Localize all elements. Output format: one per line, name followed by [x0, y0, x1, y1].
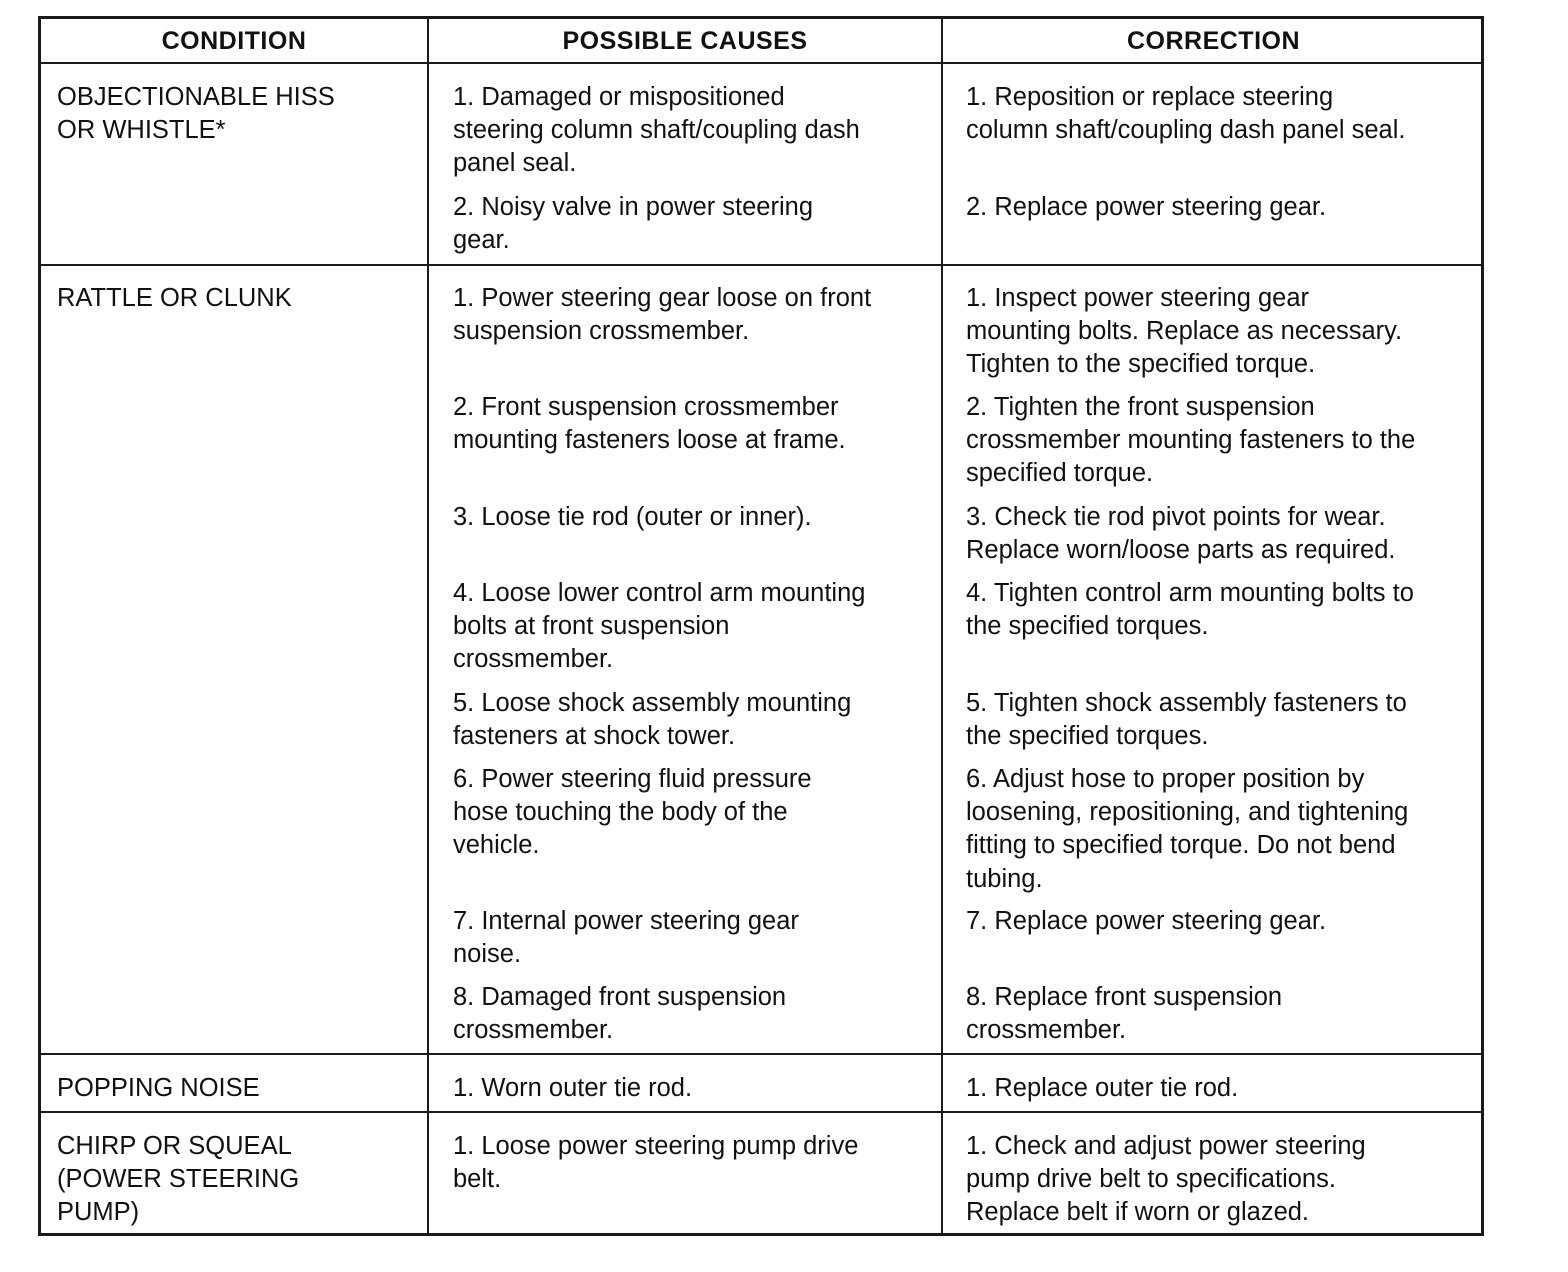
condition-cell: RATTLE OR CLUNK: [57, 284, 292, 312]
condition-cell: POPPING NOISE: [57, 1074, 260, 1102]
correction-cell: 1. Check and adjust power steering pump drive belt to specifications. Replace belt if worn or glazed.: [966, 1132, 1366, 1227]
correction-cell: 2. Replace power steering gear.: [966, 193, 1327, 221]
cause-cell: 1. Loose power steering pump drive belt.: [453, 1132, 859, 1194]
diagnosis-table: [38, 16, 1484, 1236]
correction-cell: 5. Tighten shock assembly fasteners to the specified torques.: [966, 689, 1407, 751]
cause-cell: 2. Front suspension crossmember mounting fasteners loose at frame.: [453, 393, 846, 455]
correction-cell: 3. Check tie rod pivot points for wear. Replace worn/loose parts as required.: [966, 503, 1396, 565]
correction-cell: 2. Tighten the front suspension crossmember mounting fasteners to the specified torque.: [966, 393, 1416, 488]
cause-cell: 1. Power steering gear loose on front suspension crossmember.: [453, 284, 872, 346]
header-condition: CONDITION: [161, 26, 307, 55]
correction-cell: 4. Tighten control arm mounting bolts to the specified torques.: [966, 579, 1414, 641]
correction-cell: 8. Replace front suspension crossmember.: [966, 983, 1283, 1045]
correction-cell: 7. Replace power steering gear.: [966, 907, 1327, 935]
cause-cell: 5. Loose shock assembly mounting fasteners at shock tower.: [453, 689, 852, 751]
correction-cell: 1. Reposition or replace steering column shaft/coupling dash panel seal.: [966, 83, 1406, 145]
cause-cell: 1. Damaged or mispositioned steering column shaft/coupling dash panel seal.: [453, 83, 860, 178]
column-divider: [941, 19, 943, 1233]
row-divider: [41, 1053, 1481, 1055]
correction-cell: 1. Inspect power steering gear mounting bolts. Replace as necessary. Tighten to the specified torque.: [966, 284, 1403, 379]
cause-cell: 3. Loose tie rod (outer or inner).: [453, 503, 812, 531]
cause-cell: 4. Loose lower control arm mounting bolts at front suspension crossmember.: [453, 579, 866, 674]
cause-cell: 8. Damaged front suspension crossmember.: [453, 983, 787, 1045]
row-divider: [41, 1111, 1481, 1113]
row-divider: [41, 264, 1481, 266]
correction-cell: 6. Adjust hose to proper position by loosening, repositioning, and tightening fitting to specified torque. Do not bend tubing.: [966, 765, 1409, 893]
cause-cell: 2. Noisy valve in power steering gear.: [453, 193, 814, 255]
header-possible-causes: POSSIBLE CAUSES: [562, 26, 808, 55]
condition-cell: CHIRP OR SQUEAL (POWER STEERING PUMP): [57, 1132, 300, 1227]
cause-cell: 7. Internal power steering gear noise.: [453, 907, 799, 969]
condition-cell: OBJECTIONABLE HISS OR WHISTLE*: [57, 83, 335, 145]
cause-cell: 6. Power steering fluid pressure hose touching the body of the vehicle.: [453, 765, 812, 860]
cause-cell: 1. Worn outer tie rod.: [453, 1074, 693, 1102]
header-correction: CORRECTION: [1126, 26, 1301, 55]
column-divider: [427, 19, 429, 1233]
correction-cell: 1. Replace outer tie rod.: [966, 1074, 1239, 1102]
